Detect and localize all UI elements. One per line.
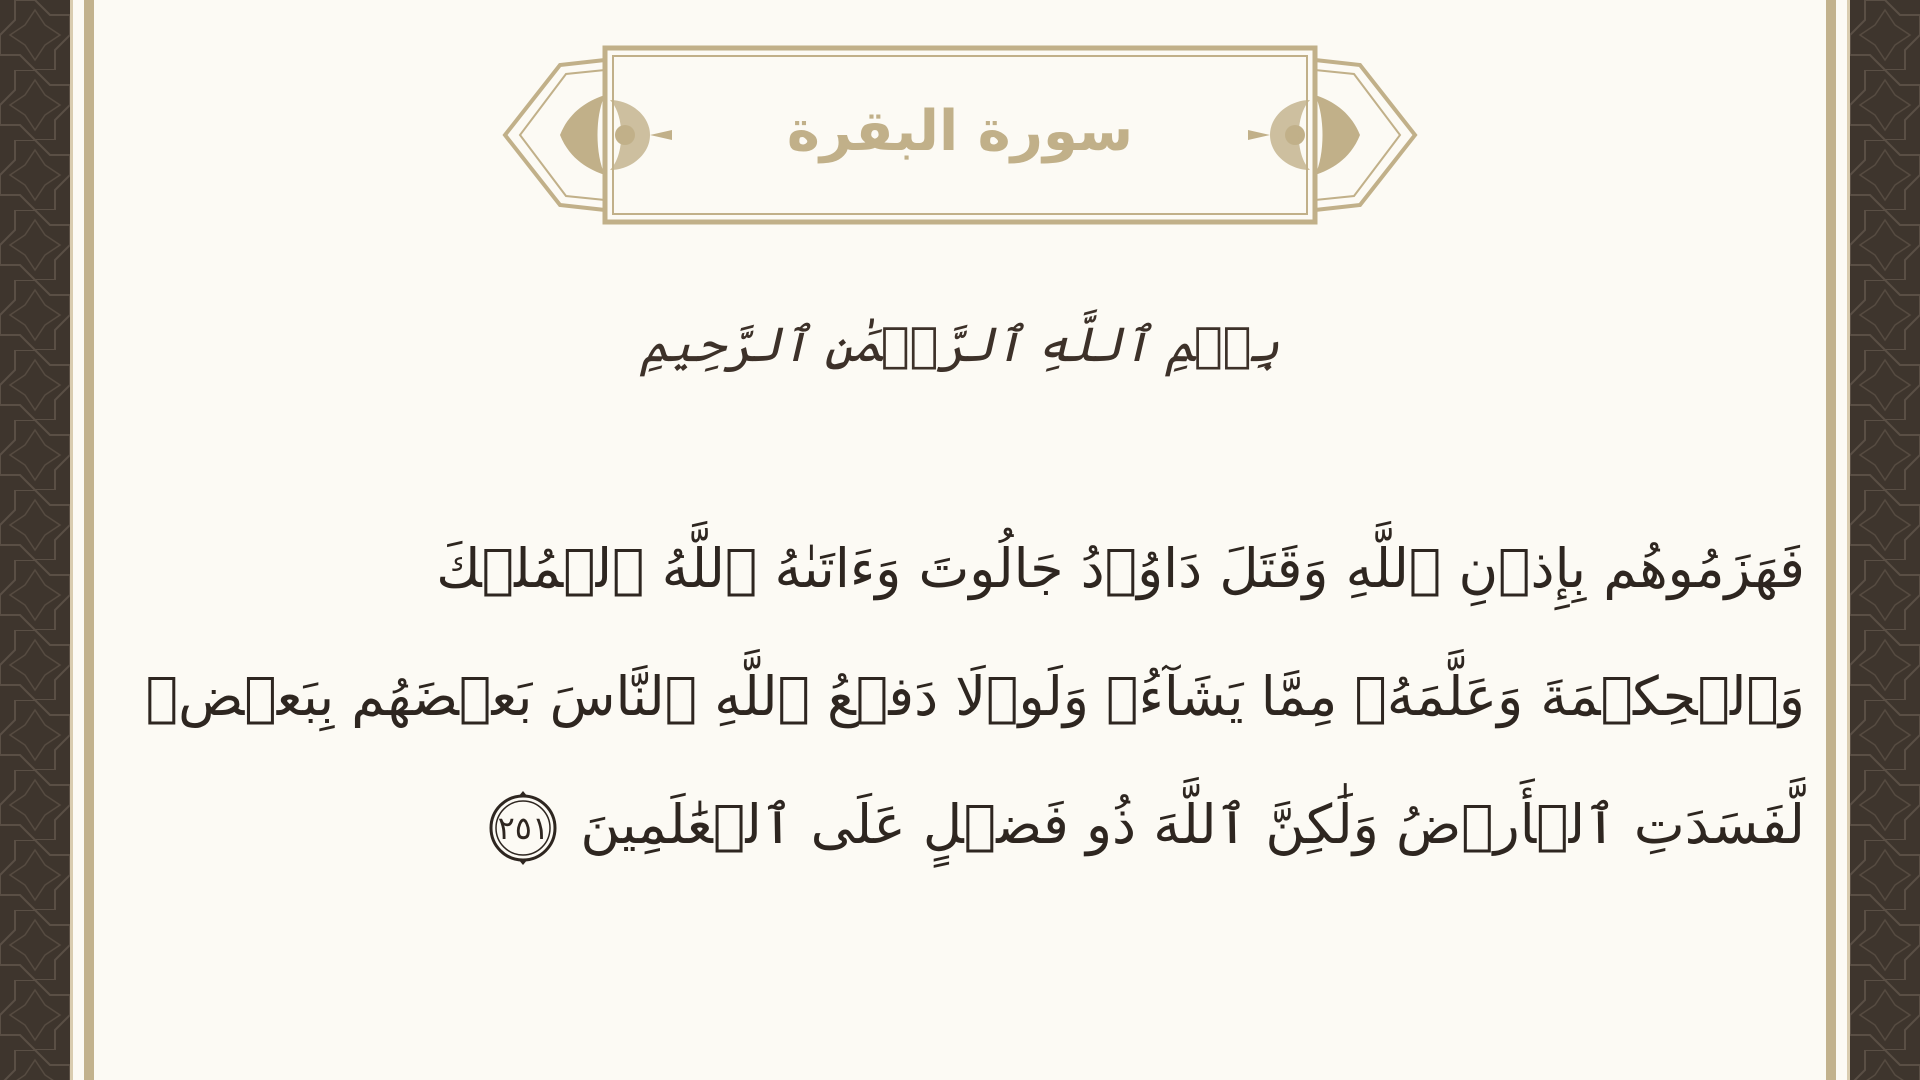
verse-number: ٢٥١: [497, 809, 550, 848]
basmala-calligraphy: بِسۡمِ ٱللَّهِ ٱلرَّحۡمَٰنِ ٱلرَّحِيمِ: [640, 317, 1280, 373]
geometric-pattern-right: [1850, 0, 1920, 1080]
frame-line-left: [84, 0, 94, 1080]
verse-text: [145, 505, 1805, 889]
verse-line-3-text: لَّفَسَدَتِ ٱلۡأَرۡضُ وَلَٰكِنَّ ٱللَّهَ ذُو فَضۡلٍ عَلَى ٱلۡعَٰلَمِينَ: [580, 793, 1805, 856]
surah-title: سورة البقرة: [786, 98, 1134, 164]
surah-header-cartouche: [500, 40, 1420, 230]
geometric-pattern-left: [0, 0, 70, 1080]
verse-number-marker: [484, 789, 562, 867]
frame-line-right: [1826, 0, 1836, 1080]
frame-line-thin-left: [70, 0, 73, 1080]
verse-line-2: وَٱلۡحِكۡمَةَ وَعَلَّمَهُۥ مِمَّا يَشَآءُۗ وَلَوۡلَا دَفۡعُ ٱللَّهِ ٱلنَّاسَ بَعۡضَهُم بِبَعۡضٖ: [145, 665, 1805, 728]
frame-line-thin-right: [1847, 0, 1850, 1080]
verse-line-3: [225, 761, 1805, 889]
right-ornamental-border: [1850, 0, 1920, 1080]
left-ornamental-border: [0, 0, 70, 1080]
verse-line-1: فَهَزَمُوهُم بِإِذۡنِ ٱللَّهِ وَقَتَلَ دَاوُۥدُ جَالُوتَ وَءَاتَىٰهُ ٱللَّهُ ٱلۡمُلۡكَ: [436, 537, 1805, 600]
